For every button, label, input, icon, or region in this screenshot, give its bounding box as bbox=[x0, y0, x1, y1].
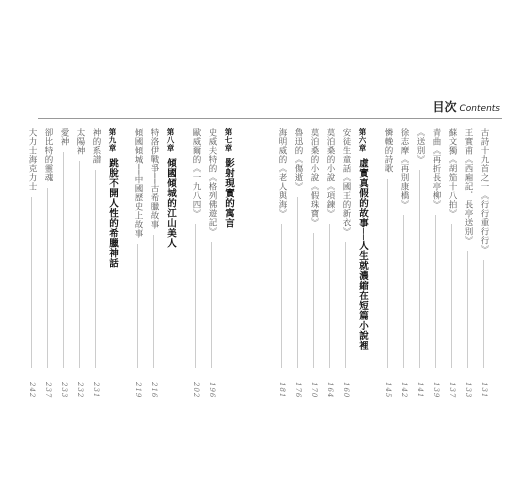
toc-entry bbox=[324, 128, 336, 398]
toc-entry bbox=[148, 128, 160, 398]
toc-entry bbox=[26, 128, 38, 398]
dot-leader bbox=[451, 224, 452, 368]
page-number: 142 bbox=[400, 381, 408, 398]
entry-title: 傾國傾城──中國歷史上故事 bbox=[133, 128, 143, 239]
dot-leader bbox=[137, 244, 138, 368]
toc-entry bbox=[58, 128, 70, 398]
entry-title: 卻比特的靈魂 bbox=[43, 128, 53, 182]
dot-leader bbox=[313, 233, 314, 368]
entry-title: 王實甫《西廂記．長亭送別》 bbox=[463, 128, 473, 245]
title-rule bbox=[38, 118, 502, 119]
page-number: 202 bbox=[192, 381, 200, 398]
toc-chapter-heading bbox=[106, 128, 118, 398]
toc-entry bbox=[90, 128, 102, 398]
dot-leader bbox=[153, 235, 154, 368]
toc-entry bbox=[478, 128, 490, 398]
toc-entry bbox=[462, 128, 474, 398]
entry-title: 莫泊桑的小說《項鍊》 bbox=[325, 128, 335, 218]
page-number: 216 bbox=[150, 381, 158, 398]
entry-title: 青曲《再折長亭柳》 bbox=[431, 128, 441, 209]
toc-entry bbox=[276, 128, 288, 398]
dot-leader bbox=[47, 188, 48, 368]
page-number: 164 bbox=[326, 381, 334, 398]
entry-title: 特洛伊戰爭──古希臘故事 bbox=[149, 128, 159, 230]
toc-entry bbox=[132, 128, 144, 398]
toc-entry bbox=[74, 128, 86, 398]
dot-leader bbox=[345, 242, 346, 368]
page-title-cn: 目次 bbox=[432, 100, 457, 114]
entry-title: 徐志摩《再別康橋》 bbox=[399, 128, 409, 209]
dot-leader bbox=[95, 170, 96, 368]
toc-chapter-heading bbox=[356, 128, 368, 398]
page-number: 196 bbox=[208, 381, 216, 398]
dot-leader bbox=[297, 197, 298, 368]
page-number: 242 bbox=[28, 381, 36, 398]
page-number: 131 bbox=[480, 381, 488, 398]
entry-title: 莫泊桑的小說《假珠寶》 bbox=[309, 128, 319, 227]
page-title bbox=[433, 98, 501, 115]
toc-entry bbox=[414, 128, 426, 398]
dot-leader bbox=[79, 161, 80, 368]
entry-title: 蘇文獨《胡笳十八拍》 bbox=[447, 128, 457, 218]
toc-entry bbox=[398, 128, 410, 398]
chapter-title: 傾國傾城的江山美人 bbox=[165, 158, 176, 248]
chapter-number: 第九章 bbox=[108, 128, 117, 152]
page-number: 133 bbox=[464, 381, 472, 398]
toc-entry bbox=[292, 128, 304, 398]
toc-entry bbox=[382, 128, 394, 398]
chapter-number: 第八章 bbox=[166, 128, 175, 152]
chapter-title: 影射現實的寓言 bbox=[223, 158, 234, 228]
entry-title: 愛神 bbox=[59, 128, 69, 146]
dot-leader bbox=[419, 170, 420, 368]
page-number: 232 bbox=[76, 381, 84, 398]
dot-leader bbox=[211, 242, 212, 368]
entry-title: 神的系譜 bbox=[91, 128, 101, 164]
toc-entry bbox=[308, 128, 320, 398]
dot-leader bbox=[387, 179, 388, 368]
toc-chapter-heading bbox=[164, 128, 176, 398]
page-number: 160 bbox=[342, 381, 350, 398]
page-number: 170 bbox=[310, 381, 318, 398]
page-number: 237 bbox=[44, 381, 52, 398]
page-number: 137 bbox=[448, 381, 456, 398]
toc-chapter-heading bbox=[222, 128, 234, 398]
dot-leader bbox=[467, 251, 468, 368]
dot-leader bbox=[195, 224, 196, 368]
dot-leader bbox=[31, 197, 32, 368]
entry-title: 《送別》 bbox=[415, 128, 425, 164]
entry-title: 太陽神 bbox=[75, 128, 85, 155]
entry-title: 海明威的《老人與海》 bbox=[277, 128, 287, 218]
toc-entry bbox=[430, 128, 442, 398]
entry-title: 史威夫特的《格列佛遊記》 bbox=[207, 128, 217, 236]
toc-entry bbox=[340, 128, 352, 398]
entry-title: 魯迅的《傷逝》 bbox=[293, 128, 303, 191]
page-number: 231 bbox=[92, 381, 100, 398]
page-number: 141 bbox=[416, 381, 424, 398]
dot-leader bbox=[435, 215, 436, 368]
dot-leader bbox=[281, 224, 282, 368]
entry-title: 歐威爾的《一九八四》 bbox=[191, 128, 201, 218]
chapter-number: 第六章 bbox=[358, 128, 367, 152]
page-number: 219 bbox=[134, 381, 142, 398]
entry-title: 安徒生童話《國王的新衣》 bbox=[341, 128, 351, 236]
toc-entry bbox=[446, 128, 458, 398]
toc-entry bbox=[42, 128, 54, 398]
page-number: 176 bbox=[294, 381, 302, 398]
toc-entry bbox=[190, 128, 202, 398]
entry-title: 大力士海克力士 bbox=[27, 128, 37, 191]
chapter-title: 虛實真假的故事──人生就濃縮在短篇小說裡 bbox=[357, 158, 368, 351]
page-number: 233 bbox=[60, 381, 68, 398]
entry-title: 古詩十九首之一《行行重行行》 bbox=[479, 128, 489, 254]
toc-entry bbox=[206, 128, 218, 398]
entry-title: 憐輓的詩歌 bbox=[383, 128, 393, 173]
dot-leader bbox=[403, 215, 404, 368]
page-title-en: Contents bbox=[459, 104, 500, 114]
chapter-number: 第七章 bbox=[224, 128, 233, 152]
page-number: 145 bbox=[384, 381, 392, 398]
chapter-title: 跳脫不開人性的希臘神話 bbox=[107, 158, 118, 268]
dot-leader bbox=[329, 224, 330, 368]
page-number: 139 bbox=[432, 381, 440, 398]
page-number: 181 bbox=[278, 381, 286, 398]
dot-leader bbox=[483, 260, 484, 368]
dot-leader bbox=[63, 152, 64, 368]
